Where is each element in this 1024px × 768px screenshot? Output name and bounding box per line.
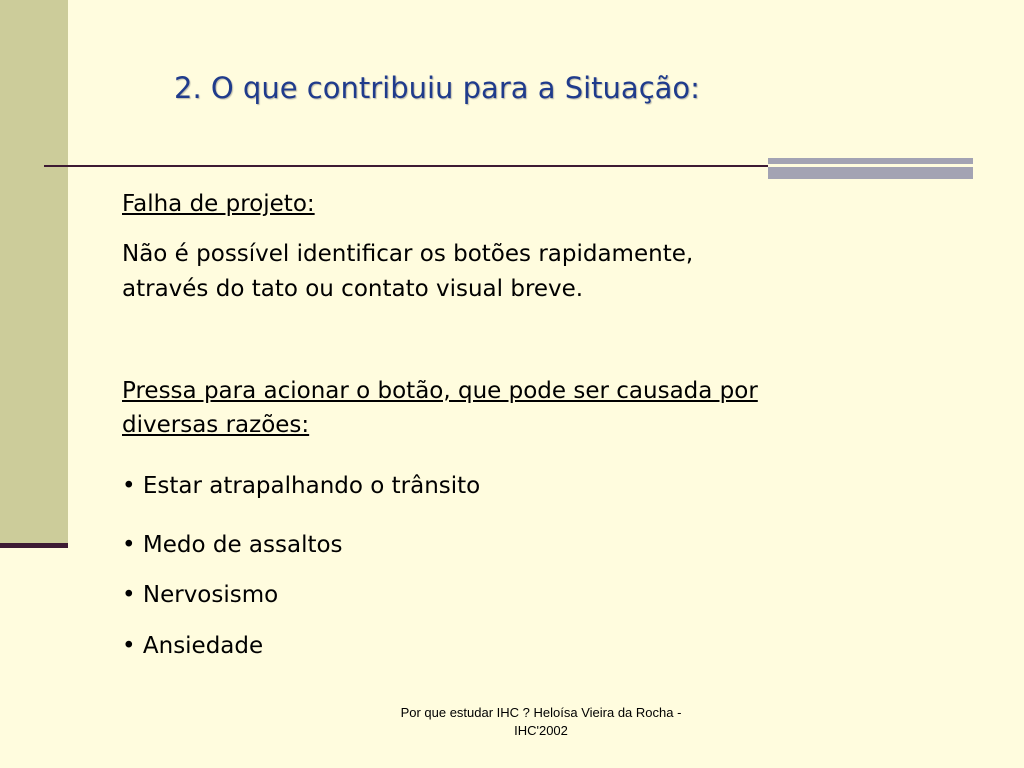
decorative-grey-bar: [768, 158, 973, 179]
section-heading-design-flaw: Falha de projeto:: [122, 191, 315, 217]
bullet-item: • Nervosismo: [122, 582, 279, 608]
bullet-item: • Ansiedade: [122, 633, 264, 659]
bullet-item: • Medo de assaltos: [122, 532, 343, 558]
body-text-line: através do tato ou contato visual breve.: [122, 276, 584, 302]
footer-line: Por que estudar IHC ? Heloísa Vieira da Rocha -: [400, 705, 682, 720]
bullet-item: • Estar atrapalhando o trânsito: [122, 473, 481, 499]
side-accent-line: [0, 543, 68, 548]
section-heading-rush-cont: diversas razões:: [122, 412, 310, 438]
slide-footer: [376, 704, 706, 740]
side-decoration-bar: [0, 0, 68, 545]
footer-line: IHC'2002: [514, 723, 568, 738]
slide-title: 2. O que contribuiu para a Situação:: [174, 71, 700, 105]
section-heading-rush: Pressa para acionar o botão, que pode ser causada por: [122, 378, 758, 404]
body-text-line: Não é possível identificar os botões rapidamente,: [122, 241, 694, 267]
